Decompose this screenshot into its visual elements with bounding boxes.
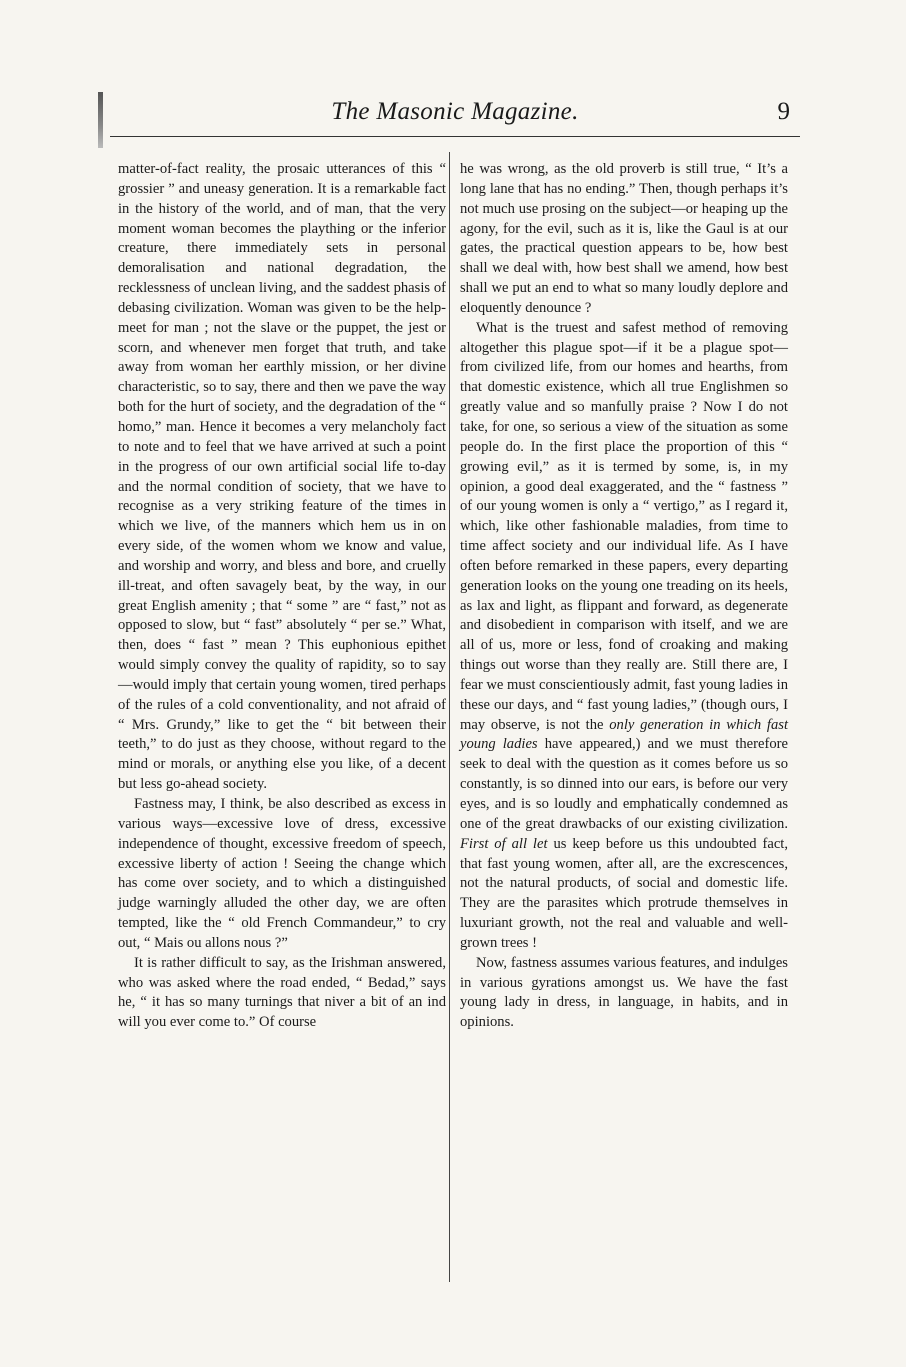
text-run: have appeared,) and we must therefore seek to deal with the question as it comes before us so constantly, is so dinned into our ears, is before our very eyes, and is so loudly and emphatically condemned as one of the great drawbacks of our existing civilization. [460, 736, 788, 832]
running-title: The Masonic Magazine. [331, 98, 579, 125]
paragraph: It is rather difficult to say, as the Irishman answered, who was asked where the road ended, “ Bedad,” says he, “ it has so many turnings that niver a bit of an ind will you ever come to.” Of course [118, 954, 446, 1031]
paragraph: matter-of-fact reality, the prosaic utterances of this “ grossier ” and uneasy generation. It is a remarkable fact in the history of the world, and of man, that the very moment woman becomes the plaything or the inferior creature, there immediately sets in personal demoralisation and national degradation, the recklessness of unclean living, and the saddest phasis of debasing civilization. Woman was given to be the help-meet for man ; not the slave or the puppet, the jest or scorn, and whenever men forget that truth, and take away from woman her earthly mission, or her divine characteristic, so to say, there and then we pave the way both for the hurt of society, and the degradation of the “ homo,” man. Hence it becomes a very melancholy fact to note and to feel that we have arrived at such a point in the progress of our own artificial social life to-day and the normal condition of society, that we have to recognise as a very striking feature of the times in which we live, of the manners which hem us in on every side, of the women whom we know and value, and worship and worry, and bless and bore, and cruelly ill-treat, and often savagely beat, by the way, in our great English amenity ; that “ some ” are “ fast,” not as opposed to slow, but “ fast” absolutely “ per se.” What, then, does “ fast ” mean ? This euphonious epithet would simply convey the quality of rapidity, so to say—would imply that certain young women, tired perhaps of the rules of a cold conventionality, and not afraid of “ Mrs. Grundy,” like to get the “ bit between their teeth,” to do just as they choose, without regard to the mind or morals, or anything else you like, of a decent but less go-ahead society. [118, 161, 446, 793]
left-column [118, 160, 446, 1033]
page-number: 9 [777, 98, 790, 125]
paragraph [460, 319, 788, 954]
italic-run: First of all let [460, 835, 548, 852]
page-header [110, 96, 800, 137]
paragraph: he was wrong, as the old proverb is still true, “ It’s a long lane that has no ending.” Then, though perhaps it’s not much use prosing on the subject—or heaping up the agony, for the evil, such as it is, like the Gaul is at our gates, the practical question appears to be, how best shall we deal with, how best shall we amend, how best shall we put an end to what so many loudly deplore and eloquently denounce ? [460, 161, 788, 316]
text-run: us keep before us this undoubted fact, that fast young women, after all, are the excrescences, not the natural products, of social and domestic life. They are the parasites which protrude themselves in luxuriant growth, not the real and valuable and well-grown trees ! [460, 835, 788, 951]
right-column [460, 160, 788, 1033]
paragraph: Now, fastness assumes various features, and indulges in various gyrations amongst us. We have the fast young lady in dress, in language, in habits, and in opinions. [460, 954, 788, 1031]
italic-run: only generation in which fast young ladies [460, 716, 788, 753]
paragraph: Fastness may, I think, be also described as excess in various ways—excessive love of dress, excessive independence of thought, excessive freedom of speech, excessive liberty of action ! Seeing the change which has come over society, and to which a distinguished judge warningly alluded the other day, we are often tempted, like the “ old French Commandeur,” to cry out, “ Mais ou allons nous ?” [118, 796, 446, 951]
text-run: What is the truest and safest method of removing altogether this plague spot—if it be a plague spot—from civilized life, from our homes and hearths, from that domestic existence, which all true Englishmen so greatly value and so manfully praise ? Now I do not take, for one, so serious a view of the situation as some people do. In the first place the proportion of this “ growing evil,” as it is termed by some, is, in my opinion, a good deal exaggerated, and the “ fastness ” of our young women is only a “ vertigo,” as I regard it, which, like other fashionable maladies, from time to time affect society and our individual life. As I have often before remarked in these papers, every departing generation looks on the young one treading on its heels, as lax and light, as flippant and forward, as degenerate and disobedient in comparison with itself, and we are all of us, more or less, fond of croaking and making things out worse than they really are. Still there are, I fear we must conscientiously admit, fast young ladies in these our days, and “ fast young ladies,” (though ours, I may observe, is not the [460, 319, 788, 733]
page-edge-mark [98, 92, 103, 148]
column-divider [449, 152, 450, 1282]
